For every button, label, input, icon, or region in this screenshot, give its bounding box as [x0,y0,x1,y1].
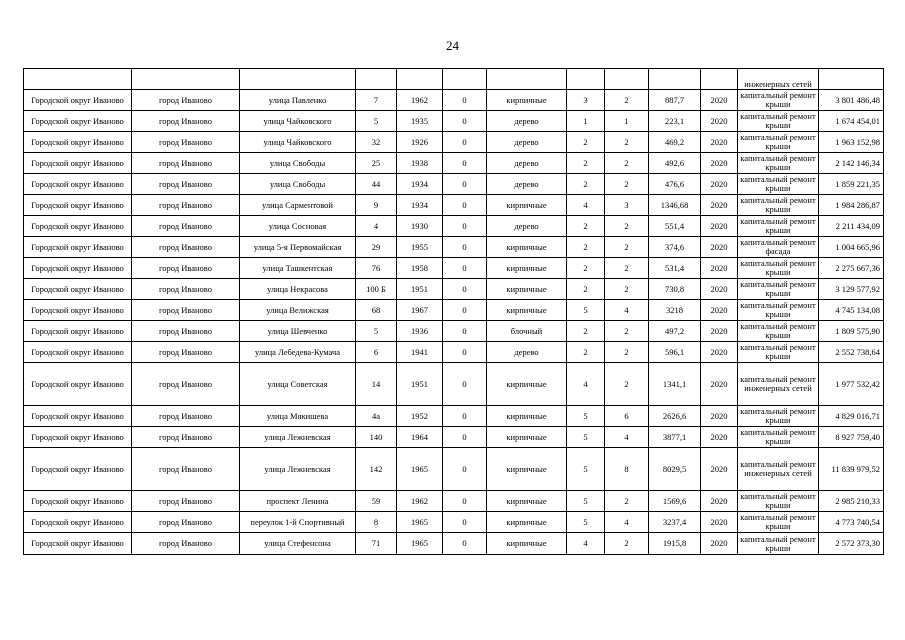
cell-year-built: 1965 [397,448,443,491]
cell-floors: 2 [567,258,605,279]
cell-area: 3877,1 [649,427,701,448]
cell-settlement: город Иваново [132,279,240,300]
cell-house: 140 [356,427,397,448]
cell-plan-year: 2020 [701,363,738,406]
cell-street: улица Некрасова [240,279,356,300]
cell-street: проспект Ленина [240,491,356,512]
table-row [24,321,884,342]
cell-year-built: 1935 [397,111,443,132]
cell-plan-year: 2020 [701,512,738,533]
cell-year-built: 1938 [397,153,443,174]
cell-street: улица Стефенсона [240,533,356,555]
table-row [24,406,884,427]
cell-entrances: 2 [605,90,649,111]
cell-plan-year: 2020 [701,321,738,342]
cell-area: 497,2 [649,321,701,342]
cell-work-type: капитальный ремонт крыши [738,406,819,427]
cell-house: 76 [356,258,397,279]
cell-floors: 5 [567,491,605,512]
cell-year-built: 1926 [397,132,443,153]
cell-street: улица Лежневская [240,448,356,491]
table-row [24,258,884,279]
cell-year-reconstruction: 0 [443,300,487,321]
cell-district: Городской округ Иваново [24,132,132,153]
cell-year-built: 1964 [397,427,443,448]
cell-plan-year: 2020 [701,195,738,216]
cell-cost: 2 275 667,36 [819,258,884,279]
cell-district: Городской округ Иваново [24,111,132,132]
cell-entrances: 2 [605,533,649,555]
table-row [24,90,884,111]
cell-cost: 1 004 665,96 [819,237,884,258]
cell-area: 1569,6 [649,491,701,512]
cell-floors: 2 [567,216,605,237]
cell-cost: 1 674 454,01 [819,111,884,132]
cell-plan-year: 2020 [701,491,738,512]
cell-wall-material: кирпичные [487,258,567,279]
cell-district: Городской округ Иваново [24,533,132,555]
cell-settlement: город Иваново [132,533,240,555]
table-row [24,195,884,216]
cell-year-built: 1934 [397,174,443,195]
cell-entrances: 8 [605,448,649,491]
cell-plan-year: 2020 [701,132,738,153]
cell-year-reconstruction: 0 [443,258,487,279]
cell-house [356,69,397,90]
page-number: 24 [446,38,459,53]
cell-house: 71 [356,533,397,555]
cell-wall-material: кирпичные [487,363,567,406]
cell-work-type: капитальный ремонт крыши [738,258,819,279]
cell-house: 4 [356,216,397,237]
cell-work-type: капитальный ремонт крыши [738,153,819,174]
cell-year-built: 1962 [397,491,443,512]
cell-wall-material: дерево [487,132,567,153]
cell-cost: 3 801 486,48 [819,90,884,111]
cell-district: Городской округ Иваново [24,258,132,279]
cell-district: Городской округ Иваново [24,90,132,111]
cell-year-reconstruction: 0 [443,363,487,406]
cell-cost: 1 963 152,98 [819,132,884,153]
cell-work-type: капитальный ремонт крыши [738,132,819,153]
cell-settlement: город Иваново [132,153,240,174]
cell-house: 32 [356,132,397,153]
cell-cost: 2 552 738,64 [819,342,884,363]
cell-year-reconstruction: 0 [443,279,487,300]
cell-district: Городской округ Иваново [24,363,132,406]
cell-floors: 2 [567,153,605,174]
table-row [24,216,884,237]
table-row [24,153,884,174]
cell-year-reconstruction: 0 [443,90,487,111]
cell-wall-material: кирпичные [487,279,567,300]
cell-cost: 8 927 759,40 [819,427,884,448]
cell-area: 492,6 [649,153,701,174]
cell-work-type: капитальный ремонт крыши [738,300,819,321]
cell-wall-material: кирпичные [487,448,567,491]
table-row [24,512,884,533]
cell-work-type: капитальный ремонт крыши [738,174,819,195]
cell-wall-material [487,69,567,90]
cell-year-reconstruction: 0 [443,153,487,174]
cell-work-type: капитальный ремонт крыши [738,195,819,216]
cell-work-type: капитальный ремонт инженерных сетей [738,363,819,406]
cell-wall-material: блочный [487,321,567,342]
cell-street: улица Шевченко [240,321,356,342]
cell-year-built: 1941 [397,342,443,363]
cell-settlement: город Иваново [132,174,240,195]
cell-entrances: 2 [605,174,649,195]
cell-district: Городской округ Иваново [24,491,132,512]
cell-plan-year: 2020 [701,111,738,132]
cell-year-built: 1967 [397,300,443,321]
cell-wall-material: кирпичные [487,533,567,555]
cell-house: 8 [356,512,397,533]
cell-settlement: город Иваново [132,427,240,448]
cell-work-type: капитальный ремонт крыши [738,321,819,342]
cell-street: переулок 1-й Спортивный [240,512,356,533]
cell-house: 7 [356,90,397,111]
cell-district [24,69,132,90]
cell-area: 730,8 [649,279,701,300]
table-row [24,363,884,406]
cell-plan-year [701,69,738,90]
cell-area: 531,4 [649,258,701,279]
cell-year-reconstruction: 0 [443,111,487,132]
table-row [24,448,884,491]
table-row [24,491,884,512]
cell-year-reconstruction: 0 [443,448,487,491]
cell-work-type: капитальный ремонт крыши [738,491,819,512]
cell-area: 1346,68 [649,195,701,216]
cell-district: Городской округ Иваново [24,153,132,174]
cell-wall-material: кирпичные [487,512,567,533]
cell-district: Городской округ Иваново [24,237,132,258]
cell-floors: 5 [567,406,605,427]
cell-settlement: город Иваново [132,111,240,132]
cell-settlement: город Иваново [132,258,240,279]
cell-year-built: 1951 [397,279,443,300]
cell-work-type: капитальный ремонт крыши [738,216,819,237]
cell-area: 1915,8 [649,533,701,555]
building-repair-table [23,68,884,555]
cell-entrances: 2 [605,258,649,279]
cell-work-type: капитальный ремонт крыши [738,90,819,111]
cell-street: улица Чайковского [240,111,356,132]
cell-street: улица Сарментовой [240,195,356,216]
table-row [24,174,884,195]
cell-floors: 2 [567,174,605,195]
cell-entrances: 2 [605,237,649,258]
cell-cost: 11 839 979,52 [819,448,884,491]
table-body [24,69,884,555]
cell-cost: 1 809 575,90 [819,321,884,342]
table-row [24,132,884,153]
cell-street [240,69,356,90]
cell-entrances: 2 [605,132,649,153]
cell-house: 29 [356,237,397,258]
cell-plan-year: 2020 [701,279,738,300]
cell-year-reconstruction: 0 [443,237,487,258]
cell-area: 3237,4 [649,512,701,533]
cell-work-type: инженерных сетей [738,69,819,90]
cell-area: 2626,6 [649,406,701,427]
cell-street: улица Велижская [240,300,356,321]
cell-floors [567,69,605,90]
cell-entrances: 4 [605,512,649,533]
cell-wall-material: кирпичные [487,90,567,111]
cell-area: 8029,5 [649,448,701,491]
cell-entrances: 2 [605,216,649,237]
cell-street: улица Павленко [240,90,356,111]
cell-year-built: 1955 [397,237,443,258]
cell-cost: 1 859 221,35 [819,174,884,195]
cell-settlement: город Иваново [132,448,240,491]
cell-year-built: 1958 [397,258,443,279]
cell-floors: 2 [567,279,605,300]
cell-district: Городской округ Иваново [24,512,132,533]
cell-year-reconstruction: 0 [443,216,487,237]
cell-settlement: город Иваново [132,406,240,427]
table-row [24,427,884,448]
cell-plan-year: 2020 [701,427,738,448]
cell-district: Городской округ Иваново [24,406,132,427]
cell-entrances: 2 [605,153,649,174]
cell-wall-material: дерево [487,111,567,132]
cell-settlement: город Иваново [132,300,240,321]
cell-cost: 2 572 373,30 [819,533,884,555]
cell-cost: 4 829 016,71 [819,406,884,427]
cell-plan-year: 2020 [701,300,738,321]
cell-wall-material: дерево [487,153,567,174]
cell-settlement: город Иваново [132,363,240,406]
cell-cost: 2 142 146,34 [819,153,884,174]
cell-street: улица Свободы [240,153,356,174]
cell-work-type: капитальный ремонт фасада [738,237,819,258]
cell-entrances: 2 [605,321,649,342]
cell-year-reconstruction: 0 [443,195,487,216]
cell-area: 887,7 [649,90,701,111]
cell-floors: 2 [567,321,605,342]
cell-settlement: город Иваново [132,90,240,111]
table-row [24,342,884,363]
cell-plan-year: 2020 [701,153,738,174]
cell-entrances: 2 [605,342,649,363]
cell-floors: 5 [567,448,605,491]
cell-house: 9 [356,195,397,216]
table-row [24,533,884,555]
cell-floors: 4 [567,533,605,555]
cell-settlement: город Иваново [132,512,240,533]
cell-area [649,69,701,90]
table-row [24,279,884,300]
cell-settlement: город Иваново [132,237,240,258]
cell-area: 1341,1 [649,363,701,406]
cell-year-built: 1962 [397,90,443,111]
cell-year-reconstruction: 0 [443,427,487,448]
cell-entrances: 6 [605,406,649,427]
cell-street: улица Чайковского [240,132,356,153]
cell-entrances: 2 [605,491,649,512]
cell-plan-year: 2020 [701,237,738,258]
cell-house: 6 [356,342,397,363]
cell-area: 3218 [649,300,701,321]
cell-settlement: город Иваново [132,132,240,153]
cell-wall-material: кирпичные [487,491,567,512]
cell-cost: 1 984 286,87 [819,195,884,216]
cell-floors: 5 [567,300,605,321]
cell-entrances: 2 [605,363,649,406]
cell-entrances [605,69,649,90]
cell-area: 596,1 [649,342,701,363]
cell-year-reconstruction: 0 [443,174,487,195]
cell-street: улица Свободы [240,174,356,195]
cell-settlement: город Иваново [132,195,240,216]
cell-cost [819,69,884,90]
cell-floors: 2 [567,237,605,258]
cell-cost: 3 129 577,92 [819,279,884,300]
cell-year-built: 1934 [397,195,443,216]
cell-district: Городской округ Иваново [24,174,132,195]
table-row-continuation [24,69,884,90]
cell-plan-year: 2020 [701,90,738,111]
cell-work-type: капитальный ремонт крыши [738,512,819,533]
cell-year-reconstruction: 0 [443,342,487,363]
cell-entrances: 4 [605,300,649,321]
cell-settlement: город Иваново [132,342,240,363]
cell-street: улица Лежневская [240,427,356,448]
cell-floors: 2 [567,132,605,153]
cell-wall-material: кирпичные [487,427,567,448]
cell-cost: 4 773 740,54 [819,512,884,533]
cell-street: улица Лебедева-Кумача [240,342,356,363]
cell-house: 100 Б [356,279,397,300]
cell-area: 374,6 [649,237,701,258]
cell-area: 223,1 [649,111,701,132]
cell-year-reconstruction: 0 [443,512,487,533]
cell-wall-material: кирпичные [487,195,567,216]
cell-settlement: город Иваново [132,491,240,512]
cell-house: 4а [356,406,397,427]
cell-year-built: 1930 [397,216,443,237]
cell-house: 142 [356,448,397,491]
table-row [24,111,884,132]
cell-street: улица Советская [240,363,356,406]
cell-year-built: 1951 [397,363,443,406]
cell-street: улица 5-я Первомайская [240,237,356,258]
cell-floors: 5 [567,427,605,448]
cell-plan-year: 2020 [701,216,738,237]
cell-entrances: 3 [605,195,649,216]
cell-house: 5 [356,321,397,342]
cell-plan-year: 2020 [701,342,738,363]
cell-entrances: 4 [605,427,649,448]
cell-district: Городской округ Иваново [24,448,132,491]
cell-year-reconstruction: 0 [443,406,487,427]
cell-wall-material: кирпичные [487,237,567,258]
cell-district: Городской округ Иваново [24,342,132,363]
cell-work-type: капитальный ремонт крыши [738,111,819,132]
cell-plan-year: 2020 [701,533,738,555]
cell-plan-year: 2020 [701,258,738,279]
cell-cost: 4 745 134,08 [819,300,884,321]
cell-cost: 2 211 434,09 [819,216,884,237]
cell-floors: 4 [567,195,605,216]
cell-work-type: капитальный ремонт инженерных сетей [738,448,819,491]
cell-plan-year: 2020 [701,406,738,427]
cell-work-type: капитальный ремонт крыши [738,279,819,300]
cell-year-built [397,69,443,90]
cell-work-type: капитальный ремонт крыши [738,342,819,363]
cell-entrances: 2 [605,279,649,300]
cell-district: Городской округ Иваново [24,279,132,300]
cell-entrances: 1 [605,111,649,132]
cell-house: 25 [356,153,397,174]
cell-floors: 5 [567,512,605,533]
cell-house: 68 [356,300,397,321]
table-row [24,237,884,258]
cell-settlement [132,69,240,90]
cell-floors: 3 [567,90,605,111]
cell-area: 476,6 [649,174,701,195]
cell-year-reconstruction: 0 [443,321,487,342]
cell-year-reconstruction: 0 [443,533,487,555]
cell-plan-year: 2020 [701,448,738,491]
cell-settlement: город Иваново [132,216,240,237]
cell-year-reconstruction: 0 [443,491,487,512]
cell-district: Городской округ Иваново [24,216,132,237]
cell-work-type: капитальный ремонт крыши [738,533,819,555]
cell-house: 44 [356,174,397,195]
cell-year-built: 1952 [397,406,443,427]
cell-floors: 1 [567,111,605,132]
cell-street: улица Мякишева [240,406,356,427]
cell-plan-year: 2020 [701,174,738,195]
cell-house: 5 [356,111,397,132]
cell-year-built: 1936 [397,321,443,342]
cell-cost: 1 977 532,42 [819,363,884,406]
cell-house: 59 [356,491,397,512]
cell-district: Городской округ Иваново [24,321,132,342]
cell-area: 469,2 [649,132,701,153]
cell-district: Городской округ Иваново [24,195,132,216]
cell-work-type: капитальный ремонт крыши [738,427,819,448]
cell-wall-material: кирпичные [487,300,567,321]
table-row [24,300,884,321]
cell-year-built: 1965 [397,512,443,533]
cell-street: улица Ташкентская [240,258,356,279]
cell-floors: 4 [567,363,605,406]
cell-wall-material: кирпичные [487,406,567,427]
cell-district: Городской округ Иваново [24,300,132,321]
cell-year-built: 1965 [397,533,443,555]
cell-cost: 2 985 210,33 [819,491,884,512]
cell-district: Городской округ Иваново [24,427,132,448]
cell-floors: 2 [567,342,605,363]
cell-wall-material: дерево [487,342,567,363]
cell-area: 551,4 [649,216,701,237]
cell-year-reconstruction [443,69,487,90]
cell-wall-material: дерево [487,216,567,237]
cell-settlement: город Иваново [132,321,240,342]
cell-house: 14 [356,363,397,406]
cell-year-reconstruction: 0 [443,132,487,153]
cell-street: улица Сосновая [240,216,356,237]
cell-wall-material: дерево [487,174,567,195]
